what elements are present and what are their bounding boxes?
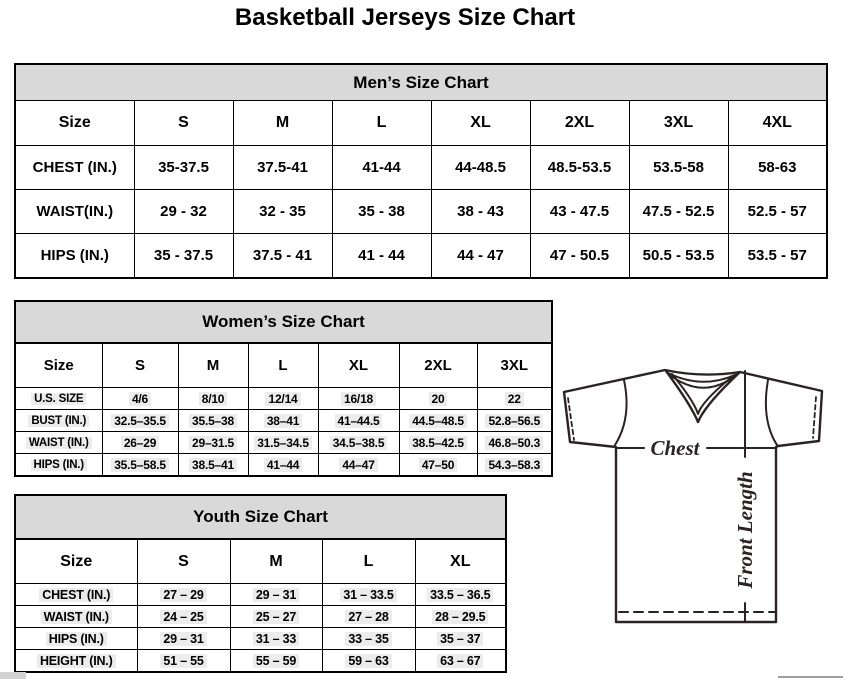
value: 26–29 (121, 436, 159, 450)
value: 31.5–34.5 (254, 436, 312, 450)
column-header-cell: S (137, 539, 230, 584)
value-cell (248, 388, 318, 410)
value-cell (178, 410, 248, 432)
row-label-cell: CHEST (IN.) (15, 146, 134, 190)
column-header-cell: L (322, 539, 415, 584)
column-header-cell: M (178, 343, 248, 388)
row-label: WAIST (IN.) (41, 610, 112, 624)
row-label-cell: HIPS (IN.) (15, 234, 134, 279)
right-armhole-seam (766, 380, 777, 445)
value-cell (399, 432, 477, 454)
value-cell (415, 650, 506, 673)
column-header-cell: XL (318, 343, 399, 388)
column-header-cell: M (230, 539, 322, 584)
value-cell (248, 454, 318, 477)
mens-size-table (14, 63, 828, 279)
value: 22 (505, 392, 524, 406)
value-cell (318, 388, 399, 410)
value-cell: 43 - 47.5 (530, 190, 629, 234)
value: 52.8–56.5 (485, 414, 543, 428)
value-cell: 58-63 (728, 146, 827, 190)
column-header-cell: S (102, 343, 178, 388)
row-label: U.S. SIZE (31, 393, 86, 405)
value-cell (102, 432, 178, 454)
value-cell: 47 - 50.5 (530, 234, 629, 279)
value-cell (318, 454, 399, 477)
value-cell (230, 628, 322, 650)
value-cell: 44 - 47 (431, 234, 530, 279)
column-header-cell: 2XL (399, 343, 477, 388)
column-header-cell: M (233, 101, 332, 146)
value-cell: 44-48.5 (431, 146, 530, 190)
value: 28 – 29.5 (432, 610, 488, 624)
row-label: WAIST (IN.) (26, 437, 92, 449)
value-cell: 37.5-41 (233, 146, 332, 190)
value: 20 (429, 392, 448, 406)
value: 38–41 (264, 414, 302, 428)
value-cell: 47.5 - 52.5 (629, 190, 728, 234)
value-cell: 35 - 38 (332, 190, 431, 234)
value-cell (477, 432, 552, 454)
value: 44–47 (339, 458, 377, 472)
jersey-measurement-diagram (555, 360, 843, 679)
value-cell (230, 606, 322, 628)
row-label-cell (15, 606, 137, 628)
value: 41–44 (264, 458, 302, 472)
value: 35.5–38 (189, 414, 237, 428)
value-cell (477, 454, 552, 477)
value-cell (477, 410, 552, 432)
value-cell (102, 454, 178, 477)
column-header-cell: 4XL (728, 101, 827, 146)
column-header-cell: Size (15, 539, 137, 584)
row-label-cell (15, 454, 102, 477)
value-cell (178, 388, 248, 410)
column-header-cell: Size (15, 343, 102, 388)
value: 4/6 (129, 392, 151, 406)
value-cell (102, 388, 178, 410)
row-label-cell (15, 432, 102, 454)
value-cell (137, 650, 230, 673)
value: 34.5–38.5 (330, 436, 388, 450)
womens-table-title: Women’s Size Chart (15, 301, 552, 343)
value-cell (137, 628, 230, 650)
youth-size-table (14, 494, 507, 673)
value: 41–44.5 (335, 414, 383, 428)
value: 33 – 35 (345, 632, 391, 646)
value: 59 – 63 (345, 654, 391, 668)
value: 33.5 – 36.5 (427, 588, 493, 602)
value-cell: 37.5 - 41 (233, 234, 332, 279)
row-label-cell (15, 388, 102, 410)
value-cell (322, 584, 415, 606)
row-label-cell (15, 584, 137, 606)
value: 44.5–48.5 (409, 414, 467, 428)
value-cell: 48.5-53.5 (530, 146, 629, 190)
value: 63 – 67 (437, 654, 483, 668)
column-header-cell: Size (15, 101, 134, 146)
row-label-cell (15, 628, 137, 650)
value: 31 – 33 (253, 632, 299, 646)
value: 25 – 27 (253, 610, 299, 624)
value-cell: 38 - 43 (431, 190, 530, 234)
value: 54.3–58.3 (485, 458, 543, 472)
column-header-cell: L (248, 343, 318, 388)
value-cell (322, 628, 415, 650)
horizontal-scrollbar-fragment-right[interactable] (778, 676, 843, 678)
value-cell (248, 432, 318, 454)
value: 29–31.5 (189, 436, 237, 450)
column-header-cell: 3XL (629, 101, 728, 146)
value: 8/10 (199, 392, 228, 406)
row-label: HIPS (IN.) (46, 632, 107, 646)
value-cell (137, 606, 230, 628)
row-label-cell: WAIST(IN.) (15, 190, 134, 234)
right-sleeve-dashed-line (813, 397, 816, 438)
value: 35 – 37 (437, 632, 483, 646)
column-header-cell: XL (431, 101, 530, 146)
value-cell (178, 454, 248, 477)
value: 27 – 28 (345, 610, 391, 624)
value: 32.5–35.5 (111, 414, 169, 428)
value-cell (137, 584, 230, 606)
value: 38.5–41 (189, 458, 237, 472)
column-header-cell: S (134, 101, 233, 146)
value: 29 – 31 (160, 632, 206, 646)
row-label: CHEST (IN.) (39, 588, 113, 602)
row-label-cell (15, 650, 137, 673)
value-cell (415, 628, 506, 650)
row-label: HEIGHT (IN.) (37, 654, 116, 668)
value-cell: 52.5 - 57 (728, 190, 827, 234)
column-header-cell: 3XL (477, 343, 552, 388)
youth-table-title: Youth Size Chart (15, 495, 506, 539)
value: 12/14 (265, 392, 300, 406)
value-cell (178, 432, 248, 454)
value-cell (102, 410, 178, 432)
value-cell (399, 454, 477, 477)
value-cell (248, 410, 318, 432)
value: 51 – 55 (160, 654, 206, 668)
womens-size-table (14, 300, 553, 477)
value-cell: 35-37.5 (134, 146, 233, 190)
value-cell: 53.5 - 57 (728, 234, 827, 279)
value: 24 – 25 (160, 610, 206, 624)
value-cell (322, 606, 415, 628)
value: 29 – 31 (253, 588, 299, 602)
value-cell (415, 584, 506, 606)
value: 16/18 (341, 392, 376, 406)
row-label-cell (15, 410, 102, 432)
front-length-label: Front Length (733, 471, 757, 589)
column-header-cell: XL (415, 539, 506, 584)
value-cell (230, 584, 322, 606)
row-label: HIPS (IN.) (31, 459, 87, 471)
value-cell (318, 410, 399, 432)
value-cell (318, 432, 399, 454)
value: 46.8–50.3 (485, 436, 543, 450)
mens-table-title: Men’s Size Chart (15, 64, 827, 101)
value-cell: 41-44 (332, 146, 431, 190)
value-cell (230, 650, 322, 673)
value-cell: 32 - 35 (233, 190, 332, 234)
value-cell: 29 - 32 (134, 190, 233, 234)
value: 27 – 29 (160, 588, 206, 602)
value-cell (399, 388, 477, 410)
value: 35.5–58.5 (111, 458, 169, 472)
value: 47–50 (419, 458, 457, 472)
value: 55 – 59 (253, 654, 299, 668)
value-cell (477, 388, 552, 410)
jersey-outline (564, 370, 822, 622)
value-cell: 53.5-58 (629, 146, 728, 190)
value-cell (322, 650, 415, 673)
page-title: Basketball Jerseys Size Chart (234, 4, 576, 31)
column-header-cell: 2XL (530, 101, 629, 146)
horizontal-scrollbar-fragment-left[interactable] (0, 672, 26, 679)
value-cell (415, 606, 506, 628)
left-armhole-seam (615, 380, 627, 445)
column-header-cell: L (332, 101, 431, 146)
value-cell: 41 - 44 (332, 234, 431, 279)
value: 38.5–42.5 (409, 436, 467, 450)
chest-label: Chest (650, 436, 700, 460)
row-label: BUST (IN.) (28, 415, 89, 427)
value-cell (399, 410, 477, 432)
value-cell: 35 - 37.5 (134, 234, 233, 279)
value: 31 – 33.5 (340, 588, 396, 602)
value-cell: 50.5 - 53.5 (629, 234, 728, 279)
